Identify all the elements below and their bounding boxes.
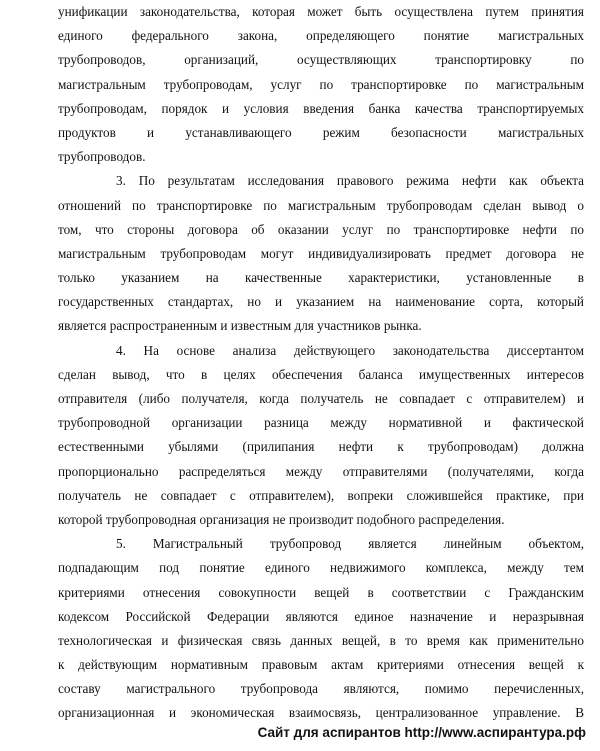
text-line: отправителя (либо получателя, когда получатель не совпадает с отправителем) и [58, 391, 584, 406]
text-line: магистральным трубопроводам могут индивидуализировать предмет договора не [58, 245, 584, 261]
document-body [58, 0, 584, 726]
paragraph-first-line: 5. Магистральный трубопровод является линейным объектом, [116, 536, 584, 552]
text-line: трубопроводной организации разница между нормативной и фактической [58, 415, 584, 431]
paragraph-first-line: 3. По результатам исследования правового режима нефти как объекта [116, 173, 584, 189]
text-line: составу магистрального трубопровода являются, помимо перечисленных, [58, 681, 584, 697]
text-line: продуктов и устанавливающего режим безопасности магистральных [58, 124, 584, 140]
text-line: унификации законодательства, которая может быть осуществлена путем принятия [58, 4, 584, 19]
text-line: отношений по транспортировке по магистральным трубопроводам сделан вывод о [58, 197, 584, 213]
site-watermark: Сайт для аспирантов http://www.аспирантура.рф [257, 724, 586, 740]
text-line: естественными убылями (прилипания нефти к трубопроводам) должна [58, 439, 584, 455]
text-line: подпадающим под понятие единого недвижимого комплекса, между тем [58, 560, 584, 576]
text-line: которой трубопроводная организация не производит подобного распределения. [58, 511, 505, 527]
text-line: является распространенным и известным для участников рынка. [58, 318, 422, 334]
text-line: только указанием на качественные характеристики, установленные в [58, 270, 584, 286]
text-line: магистральным трубопроводам, услуг по транспортировке по магистральным [58, 76, 584, 92]
text-line: критериями отнесения совокупности вещей в соответствии с Гражданским [58, 584, 584, 600]
text-line: получатель не совпадает с отправителем), вопреки сложившейся практике, при [58, 487, 584, 503]
text-line: организационная и экономическая взаимосвязь, централизованное управление. В [58, 705, 584, 721]
text-line: трубопроводам, порядок и условия введения банка качества транспортируемых [58, 100, 584, 116]
text-line: трубопроводов. [58, 149, 146, 165]
text-line: единого федерального закона, определяющего понятие магистральных [58, 28, 584, 44]
text-line: кодексом Российской Федерации являются единое назначение и неразрывная [58, 608, 584, 624]
paragraph-first-line: 4. На основе анализа действующего законодательства диссертантом [116, 342, 584, 358]
text-line: пропорционально распределяться между отправителями (получателями, когда [58, 463, 584, 479]
text-line: технологическая и физическая связь данных вещей, в то время как применительно [58, 632, 584, 648]
text-line: том, что стороны договора об оказании услуг по транспортировке нефти по [58, 221, 584, 237]
text-line: трубопроводов, организаций, осуществляющих транспортировку по [58, 52, 584, 68]
text-line: к действующим нормативным правовым актам критериями отнесения вещей к [58, 657, 584, 673]
text-line: государственных стандартах, но и указанием на наименование сорта, который [58, 294, 584, 310]
text-line: сделан вывод, что в целях обеспечения баланса имущественных интересов [58, 366, 584, 382]
